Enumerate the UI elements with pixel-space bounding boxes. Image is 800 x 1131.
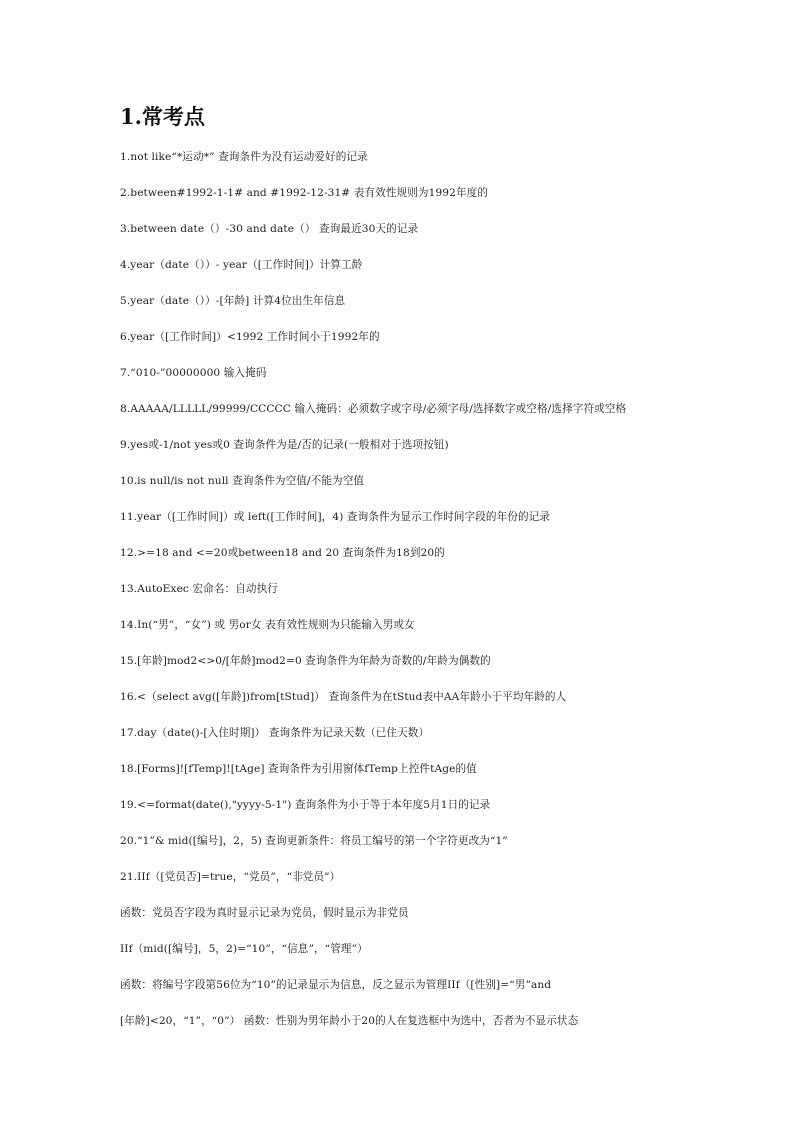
content-line: 2.between#1992-1-1# and #1992-12-31# 表有效性规则为1992年度的 [120,187,489,199]
content-line: 1.not like“*运动*” 查询条件为没有运动爱好的记录 [120,151,368,163]
content-line: 8.AAAAA/LLLLL/99999/CCCCC 输入掩码：必须数字或字母/必须字母/选择数字或空格/选择字符或空格 [120,403,627,415]
content-line: [年龄]<20，“1”，“0”） 函数：性别为男年龄小于20的人在复选框中为选中，否者为不显示状态 [120,1015,579,1027]
content-line: 9.yes或-1/not yes或0 查询条件为是/否的记录(一般相对于选项按钮) [120,439,449,451]
section-heading: 1.常考点 [120,104,205,129]
content-lines [120,145,700,1045]
content-line: 13.AutoExec 宏命名：自动执行 [120,583,278,595]
content-line: 函数：将编号字段第56位为“10”的记录显示为信息，反之显示为管理IIf（[性别]=“男”and [120,979,552,991]
content-line: 6.year（[工作时间]）<1992 工作时间小于1992年的 [120,331,380,343]
content-line: 16.<（select avg([年龄])from[tStud]） 查询条件为在tStud表中AA年龄小于平均年龄的人 [120,691,567,703]
content-line: 17.day（date()-[入住时期]） 查询条件为记录天数（已住天数） [120,727,430,739]
content-line: 5.year（date（））-[年龄] 计算4位出生年信息 [120,295,346,307]
content-line: 21.IIf（[党员否]=true，“党员”，“非党员”） [120,871,341,883]
content-line: 4.year（date（））- year（[工作时间]）计算工龄 [120,259,363,271]
content-line: 3.between date（）-30 and date（） 查询最近30天的记录 [120,223,419,235]
content-line: 18.[Forms]![fTemp]![tAge] 查询条件为引用窗体fTemp上控件tAge的值 [120,763,477,775]
content-line: 20.“1”& mid([编号]，2，5) 查询更新条件：将员工编号的第一个字符更改为“1” [120,835,508,847]
content-line: 15.[年龄]mod2<>0/[年龄]mod2=0 查询条件为年龄为奇数的/年龄为偶数的 [120,655,491,667]
content-line: 11.year（[工作时间]）或 left([工作时间]，4) 查询条件为显示工作时间字段的年份的记录 [120,511,551,523]
content-line: 10.is null/is not null 查询条件为空值/不能为空值 [120,475,365,487]
content-line: 19.<=format(date(),"yyyy-5-1") 查询条件为小于等于本年度5月1日的记录 [120,799,491,811]
content-line: IIf（mid([编号]，5，2)=“10”，“信息”，“管理”） [120,943,368,955]
content-line: 12.>=18 and <=20或between18 and 20 查询条件为18到20的 [120,547,445,559]
content-line: 函数：党员否字段为真时显示记录为党员，假时显示为非党员 [120,907,409,919]
content-line: 7.“010-”00000000 输入掩码 [120,367,267,379]
content-line: 14.In(“男”，“女”) 或 男or女 表有效性规则为只能输入男或女 [120,619,415,631]
